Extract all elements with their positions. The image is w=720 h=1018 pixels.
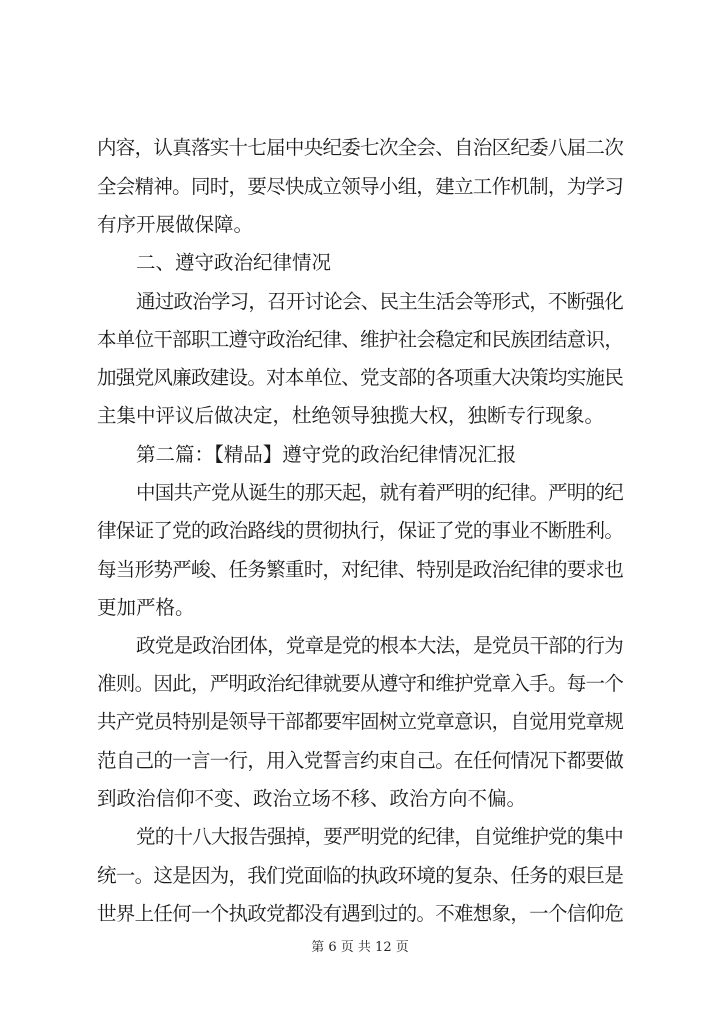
body-line: 共产党员特别是领导干部都要牢固树立党章意识，自觉用党章规 [97,710,624,733]
body-line: 全会精神。同时，要尽快成立领导小组，建立工作机制，为学习 [97,175,624,198]
body-line: 更加严格。 [97,596,195,619]
body-line: 范自己的一言一行，用入党誓言约束自己。在任何情况下都要做 [97,749,624,772]
body-line: 准则。因此，严明政治纪律就要从遵守和维护党章入手。每一个 [97,672,624,695]
paragraph-start: 通过政治学习，召开讨论会、民主生活会等形式，不断强化 [136,290,623,313]
paragraph-start: 中国共产党从诞生的那天起，就有着严明的纪律。严明的纪 [136,481,623,504]
paragraph-start: 党的十八大报告强掉，要严明党的纪律，自觉维护党的集中 [136,825,623,848]
body-line: 加强党风廉政建设。对本单位、党支部的各项重大决策均实施民 [97,366,624,389]
page-footer: 第 6 页 共 12 页 [311,940,409,955]
body-line: 统一。这是因为，我们党面临的执政环境的复杂、任务的艰巨是 [97,864,624,887]
body-line: 主集中评议后做决定，杜绝领导独揽大权，独断专行现象。 [97,404,605,427]
body-line: 到政治信仰不变、政治立场不移、政治方向不偏。 [97,787,527,810]
body-line: 每当形势严峻、任务繁重时，对纪律、特别是政治纪律的要求也 [97,558,624,581]
body-line: 内容，认真落实十七届中央纪委七次全会、自治区纪委八届二次 [97,136,624,159]
body-line: 世界上任何一个执政党都没有遇到过的。不难想象，一个信仰危 [97,902,624,925]
body-line: 本单位干部职工遵守政治纪律、维护社会稳定和民族团结意识， [97,328,624,351]
body-line: 有序开展做保障。 [97,213,254,236]
section-heading: 二、遵守政治纪律情况 [136,251,332,274]
body-line: 律保证了党的政治路线的贯彻执行，保证了党的事业不断胜利。 [97,519,624,542]
article-title: 第二篇：【精品】遵守党的政治纪律情况汇报 [136,443,517,466]
paragraph-start: 政党是政治团体，党章是党的根本大法，是党员干部的行为 [136,634,623,657]
